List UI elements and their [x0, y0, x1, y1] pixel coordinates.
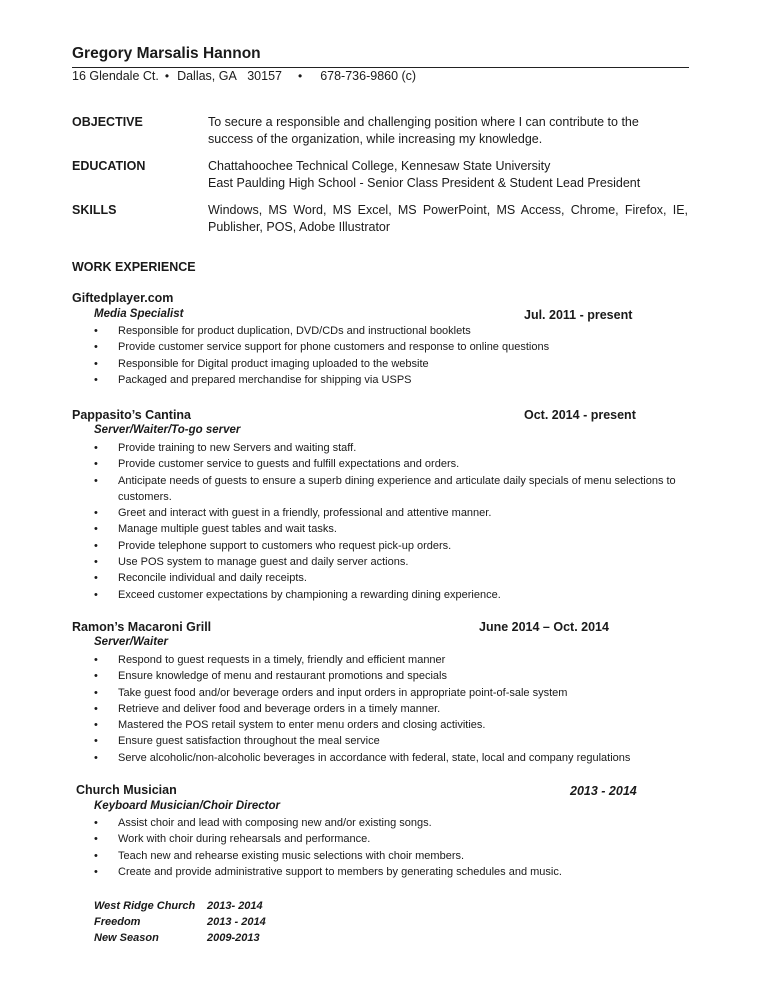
- job-dates: 2013 - 2014: [570, 784, 637, 798]
- job-role: Keyboard Musician/Choir Director: [94, 800, 280, 812]
- church-row: [94, 930, 266, 946]
- duty-item: • Provide telephone support to customers who request pick-up orders.: [94, 538, 694, 554]
- education-line: East Paulding High School - Senior Class President & Student Lead President: [208, 176, 641, 190]
- duty-item: • Greet and interact with guest in a friendly, professional and attentive manner.: [94, 505, 694, 521]
- duty-item: • Teach new and rehearse existing music selections with choir members.: [94, 848, 694, 864]
- church-list: [94, 898, 266, 946]
- duty-item: • Assist choir and lead with composing new and/or existing songs.: [94, 815, 694, 831]
- church-name: West Ridge Church: [94, 900, 196, 912]
- duty-item: • Create and provide administrative support to members by generating schedules and music.: [94, 864, 694, 880]
- candidate-name: Gregory Marsalis Hannon: [72, 45, 261, 62]
- contact-line: [72, 69, 416, 83]
- duty-item: • Manage multiple guest tables and wait tasks.: [94, 521, 694, 537]
- education-label: EDUCATION: [72, 159, 146, 173]
- duty-item: • Provide customer service to guests and fulfill expectations and orders.: [94, 456, 694, 472]
- duty-item: • Retrieve and deliver food and beverage orders in a timely manner.: [94, 701, 694, 717]
- duty-list: [94, 440, 694, 603]
- duty-list: [94, 815, 694, 880]
- duty-list: [94, 323, 694, 388]
- duty-item: • Responsible for product duplication, DVD/CDs and instructional booklets: [94, 323, 694, 339]
- church-name: Freedom: [94, 916, 141, 928]
- education-block: [208, 158, 688, 192]
- duty-item: • Reconcile individual and daily receipts.: [94, 570, 694, 586]
- address: 16 Glendale Ct.: [72, 69, 159, 83]
- duty-item: • Mastered the POS retail system to enter menu orders and closing activities.: [94, 717, 694, 733]
- work-experience-heading: WORK EXPERIENCE: [72, 260, 196, 274]
- company-name: Ramon’s Macaroni Grill: [72, 620, 212, 634]
- church-years: 2013 - 2014: [207, 916, 266, 928]
- company-name: Giftedplayer.com: [72, 291, 174, 305]
- city: Dallas, GA: [177, 69, 237, 83]
- duty-item: • Provide customer service support for phone customers and response to online questions: [94, 339, 694, 355]
- duty-item: • Ensure knowledge of menu and restaurant promotions and specials: [94, 668, 694, 684]
- bullet-separator: •: [164, 69, 170, 83]
- church-name: New Season: [94, 932, 159, 944]
- duty-item: • Provide training to new Servers and waiting staff.: [94, 440, 694, 456]
- duty-item: • Serve alcoholic/non-alcoholic beverages in accordance with federal, state, local and company regulations: [94, 750, 694, 766]
- duty-list: [94, 652, 694, 766]
- company-name: Pappasito’s Cantina: [72, 408, 192, 422]
- objective-text: To secure a responsible and challenging position where I can contribute to the success of the organization, while increasing my knowledge.: [208, 115, 639, 146]
- company-name: Church Musician: [76, 783, 177, 797]
- duty-item: • Work with choir during rehearsals and performance.: [94, 831, 694, 847]
- job-role: Server/Waiter/To-go server: [94, 424, 241, 436]
- zip: 30157: [247, 69, 282, 83]
- duty-item: • Exceed customer expectations by championing a rewarding dining experience.: [94, 587, 694, 603]
- job-role: Media Specialist: [94, 308, 184, 320]
- duty-item: • Respond to guest requests in a timely, friendly and efficient manner: [94, 652, 694, 668]
- skills-text: Windows, MS Word, MS Excel, MS PowerPoint, MS Access, Chrome, Firefox, IE, Publisher, POS, Adobe Illustrator: [208, 203, 688, 234]
- job-dates: June 2014 – Oct. 2014: [479, 620, 609, 634]
- duty-item: • Packaged and prepared merchandise for shipping via USPS: [94, 372, 694, 388]
- education-line: Chattahoochee Technical College, Kennesaw State University: [208, 159, 551, 173]
- church-years: 2009-2013: [207, 932, 260, 944]
- duty-item: • Take guest food and/or beverage orders and input orders in appropriate point-of-sale system: [94, 685, 694, 701]
- church-row: [94, 914, 266, 930]
- church-row: [94, 898, 266, 914]
- duty-item: • Responsible for Digital product imaging uploaded to the website: [94, 356, 694, 372]
- duty-item: • Anticipate needs of guests to ensure a superb dining experience and articulate daily specials of menu selections to customers.: [94, 473, 694, 506]
- job-dates: Oct. 2014 - present: [524, 408, 636, 422]
- job-dates: Jul. 2011 - present: [524, 308, 633, 322]
- duty-item: • Use POS system to manage guest and daily server actions.: [94, 554, 694, 570]
- job-role: Server/Waiter: [94, 636, 168, 648]
- duty-item: • Ensure guest satisfaction throughout the meal service: [94, 733, 694, 749]
- header-divider: [72, 67, 689, 68]
- phone: 678-736-9860 (c): [320, 69, 417, 83]
- bullet-separator: •: [298, 69, 303, 83]
- church-years: 2013- 2014: [207, 900, 263, 912]
- objective-label: OBJECTIVE: [72, 115, 143, 129]
- skills-label: SKILLS: [72, 203, 117, 217]
